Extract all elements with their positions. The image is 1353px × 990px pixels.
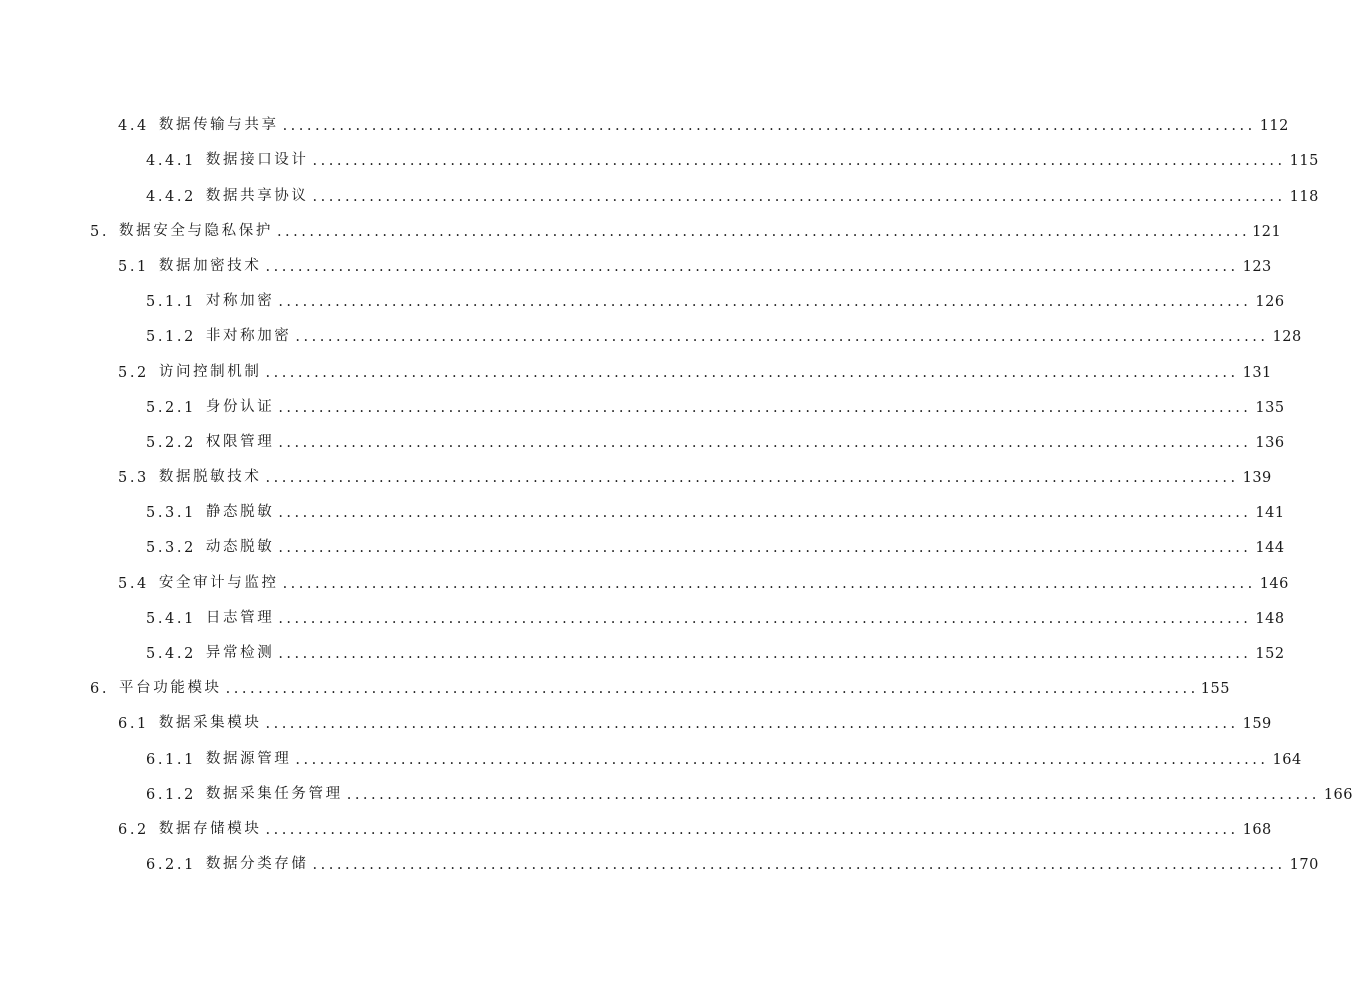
table-of-contents [0, 107, 1353, 881]
toc-dot-leader: ........................................................................................................................ [346, 786, 1320, 803]
toc-entry-number: 6.1.2 [146, 786, 196, 803]
toc-entry-number: 5.1.2 [146, 329, 196, 346]
toc-entry-page-number: 121 [1252, 223, 1282, 240]
toc-dot-leader: ........................................................................................................................ [312, 153, 1286, 170]
toc-entry-page-number: 146 [1259, 575, 1289, 592]
toc-entry-page-number: 128 [1272, 329, 1302, 346]
toc-entry[interactable] [0, 248, 1272, 283]
toc-entry-title: 安全审计与监控 [158, 574, 279, 591]
toc-entry-number: 5.2.2 [146, 434, 196, 451]
toc-entry-page-number: 152 [1255, 646, 1285, 662]
toc-entry-number: 5.4.2 [146, 646, 196, 662]
toc-entry-title: 访问控制机制 [158, 363, 262, 380]
toc-entry[interactable] [0, 776, 1353, 811]
toc-entry[interactable] [0, 740, 1302, 775]
toc-entry[interactable] [0, 353, 1272, 388]
toc-dot-leader: ........................................................................................................................ [276, 223, 1251, 240]
toc-entry[interactable] [0, 811, 1272, 846]
toc-entry[interactable] [0, 142, 1319, 177]
toc-entry[interactable] [0, 283, 1285, 318]
toc-entry[interactable] [0, 635, 1285, 670]
toc-entry-title: 数据采集任务管理 [205, 785, 343, 802]
toc-entry-page-number: 159 [1242, 716, 1272, 733]
toc-dot-leader: ........................................................................................................................ [265, 821, 1239, 838]
toc-entry-number: 6.2.1 [146, 857, 196, 874]
toc-entry[interactable] [0, 177, 1319, 212]
toc-entry-page-number: 136 [1255, 434, 1285, 451]
toc-entry-title: 非对称加密 [205, 328, 292, 345]
toc-entry[interactable] [0, 846, 1319, 881]
toc-entry-page-number: 148 [1255, 610, 1285, 627]
toc-entry-title: 数据接口设计 [205, 152, 309, 169]
toc-dot-leader: ........................................................................................................................ [278, 540, 1252, 557]
toc-entry-number: 4.4 [118, 118, 149, 135]
toc-dot-leader: ........................................................................................................................ [278, 434, 1252, 451]
toc-entry-number: 5.4.1 [146, 610, 196, 627]
toc-entry-title: 静态脱敏 [205, 504, 275, 521]
toc-entry-page-number: 166 [1323, 786, 1353, 803]
toc-dot-leader: ........................................................................................................................ [278, 294, 1252, 311]
toc-entry-number: 4.4.2 [146, 188, 196, 205]
toc-entry-number: 4.4.1 [146, 153, 196, 170]
toc-entry-number: 6. [90, 681, 110, 698]
toc-entry-page-number: 118 [1289, 188, 1319, 205]
toc-entry-title: 数据共享协议 [205, 187, 309, 204]
toc-entry-title: 数据源管理 [205, 750, 292, 767]
toc-entry-title: 数据安全与隐私保护 [119, 222, 273, 239]
toc-entry-number: 5.1 [118, 258, 149, 275]
toc-entry-title: 身份认证 [205, 398, 275, 415]
toc-entry[interactable] [0, 705, 1272, 740]
toc-entry-number: 5.3 [118, 470, 149, 487]
toc-entry-page-number: 168 [1242, 821, 1272, 838]
toc-entry-number: 5.3.2 [146, 540, 196, 557]
toc-entry-title: 数据传输与共享 [158, 117, 279, 134]
toc-dot-leader: ........................................................................................................................ [295, 751, 1269, 768]
toc-entry[interactable] [0, 600, 1285, 635]
toc-entry-title: 日志管理 [205, 609, 275, 626]
toc-entry-number: 5.3.1 [146, 505, 196, 522]
toc-entry[interactable] [0, 459, 1272, 494]
toc-entry-title: 异常检测 [205, 645, 275, 661]
toc-dot-leader: ........................................................................................................................ [278, 399, 1252, 416]
toc-entry-page-number: 115 [1289, 153, 1319, 170]
toc-dot-leader: ........................................................................................................................ [295, 329, 1269, 346]
toc-entry[interactable] [0, 389, 1285, 424]
toc-entry[interactable] [0, 670, 1230, 705]
toc-entry-number: 5.4 [118, 575, 149, 592]
toc-dot-leader: ........................................................................................................................ [312, 857, 1286, 874]
toc-entry-page-number: 123 [1242, 258, 1272, 275]
toc-entry-number: 5.2.1 [146, 399, 196, 416]
toc-entry[interactable] [0, 424, 1285, 459]
toc-entry-title: 平台功能模块 [119, 680, 222, 697]
toc-entry[interactable] [0, 318, 1302, 353]
toc-dot-leader: ........................................................................................................................ [278, 646, 1252, 662]
toc-entry-title: 数据加密技术 [158, 257, 262, 274]
toc-entry[interactable] [0, 107, 1289, 142]
toc-entry-page-number: 170 [1289, 857, 1319, 874]
toc-dot-leader: ........................................................................................................................ [278, 505, 1252, 522]
toc-entry-title: 动态脱敏 [205, 539, 275, 556]
toc-dot-leader: ........................................................................................................................ [312, 188, 1286, 205]
toc-dot-leader: ........................................................................................................................ [278, 610, 1252, 627]
toc-entry[interactable] [0, 213, 1282, 248]
toc-entry-page-number: 135 [1255, 399, 1285, 416]
toc-entry[interactable] [0, 564, 1289, 599]
toc-entry[interactable] [0, 494, 1285, 529]
toc-dot-leader: ........................................................................................................................ [265, 364, 1239, 381]
toc-entry-number: 5. [90, 223, 110, 240]
toc-entry-page-number: 126 [1255, 294, 1285, 311]
toc-dot-leader: ........................................................................................................................ [282, 118, 1256, 135]
toc-entry-page-number: 131 [1242, 364, 1272, 381]
toc-dot-leader: ........................................................................................................................ [225, 681, 1199, 698]
toc-dot-leader: ........................................................................................................................ [265, 716, 1239, 733]
toc-entry-number: 5.1.1 [146, 294, 196, 311]
toc-entry-title: 权限管理 [205, 433, 275, 450]
toc-entry-page-number: 144 [1255, 540, 1285, 557]
toc-dot-leader: ........................................................................................................................ [265, 258, 1239, 275]
toc-entry-title: 数据存储模块 [158, 820, 262, 837]
toc-entry[interactable] [0, 529, 1285, 564]
toc-entry-number: 5.2 [118, 364, 149, 381]
toc-entry-title: 数据脱敏技术 [158, 469, 262, 486]
toc-entry-page-number: 164 [1272, 751, 1302, 768]
toc-entry-number: 6.1 [118, 716, 149, 733]
toc-entry-page-number: 112 [1259, 118, 1289, 135]
toc-dot-leader: ........................................................................................................................ [282, 575, 1256, 592]
toc-entry-page-number: 155 [1200, 681, 1230, 698]
toc-entry-page-number: 139 [1242, 470, 1272, 487]
toc-entry-title: 数据分类存储 [205, 856, 309, 873]
toc-entry-number: 6.2 [118, 821, 149, 838]
toc-entry-title: 对称加密 [205, 293, 275, 310]
toc-entry-title: 数据采集模块 [158, 715, 262, 732]
toc-entry-page-number: 141 [1255, 505, 1285, 522]
toc-dot-leader: ........................................................................................................................ [265, 470, 1239, 487]
toc-entry-number: 6.1.1 [146, 751, 196, 768]
